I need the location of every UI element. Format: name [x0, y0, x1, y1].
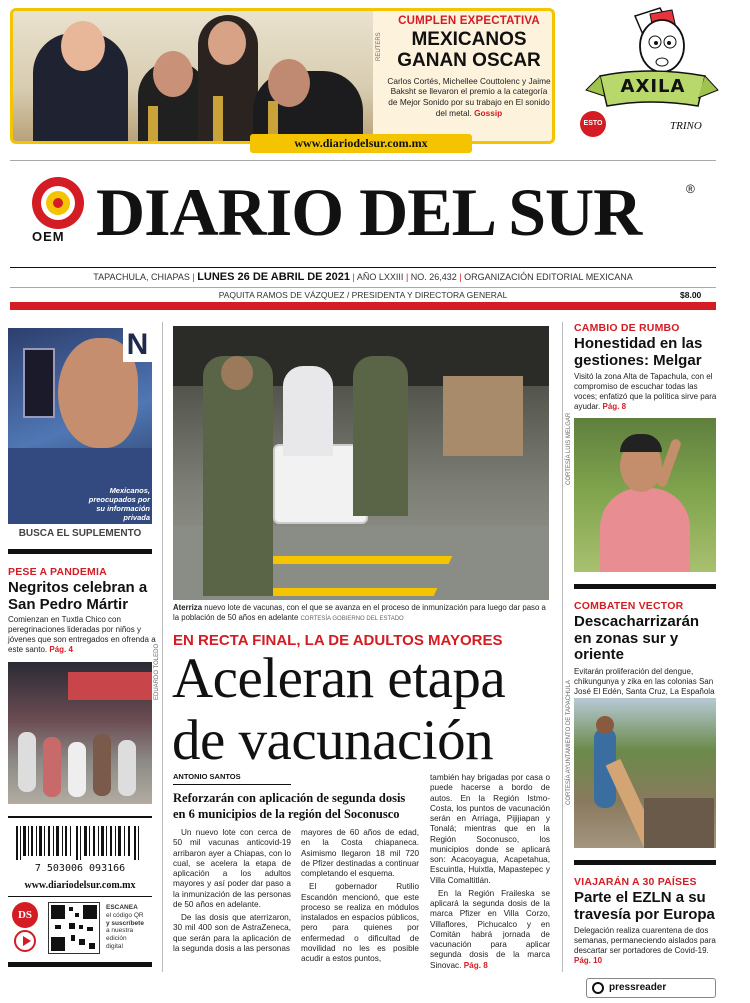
main-byline: ANTONIO SANTOS	[173, 772, 241, 781]
promo-body: Carlos Cortés, Michellee Couttolenc y Jaime Baksht se llevaron el premio a la categoría de Mejor Sonido por su trabajo en El sonido del metal. Gossip	[387, 75, 551, 118]
negritos-photo-credit: EDUARDO TOLEDO	[154, 643, 160, 700]
ds-logo: DS	[12, 902, 38, 928]
oem-logo-text: OEM	[32, 229, 65, 244]
promo-tag: Gossip	[474, 107, 503, 118]
right-story-2[interactable]	[574, 600, 718, 707]
dateline: TAPACHULA, CHIAPAS | LUNES 26 DE ABRIL DE 2021 | AÑO LXXIII | NO. 26,432 | ORGANIZACIÓN EDITORIAL MEXICANA	[93, 271, 633, 283]
pressreader-icon	[592, 982, 604, 994]
masthead-brand[interactable]	[96, 172, 696, 252]
main-photo-caption: Aterriza nuevo lote de vacunas, con el que se avanza en el proceso de inmunización para luego dar paso a la población de 50 años en adelante CORTESÍA GOBIERNO DEL ESTADO	[173, 603, 546, 622]
negritos-photo	[8, 662, 152, 804]
promo-headline-1: MEXICANOS	[411, 29, 527, 50]
left-rule-bottom	[8, 962, 152, 967]
oscar-winners-photo	[13, 11, 373, 141]
pressreader-badge[interactable]	[586, 978, 716, 998]
supplement-cover[interactable]	[8, 328, 152, 524]
masthead-rule-2	[10, 287, 716, 288]
promo-text-block	[385, 15, 553, 118]
left-story-1-kicker: PESE A PANDEMIA	[8, 566, 107, 578]
promo-url-bar[interactable]	[250, 134, 472, 153]
right-story-2-headline[interactable]: Descacharrizarán en zonas sur y oriente	[574, 613, 700, 663]
qr-code-icon	[49, 903, 99, 953]
dateline-date: LUNES 26 DE ABRIL DE 2021	[197, 271, 351, 283]
left-rule-1	[8, 549, 152, 554]
barcode-number: 7 503006 093166	[34, 863, 126, 874]
cleanup-photo-credit: CORTESÍA AYUNTAMIENTO DE TAPACHULA	[566, 680, 572, 805]
right-story-3-headline[interactable]: Parte el EZLN a su travesía por Europa	[574, 889, 715, 923]
main-col-1: Un nuevo lote con cerca de 50 mil vacunas anticovid-19 arribaron ayer a Chiapas, con lo cual, se acelera la etapa de aplicación a los adultos mayores y así poder dar paso a la inmunización de las personas de 50 años en adelante. De las dosis que aterrizaron, 30 mil 400 son de AstraZeneca, que serán para la aplicación de la segunda dosis a las personas	[173, 828, 291, 953]
barcode-icon	[10, 826, 150, 860]
col-divider-left	[162, 322, 163, 972]
col-divider-right	[562, 322, 563, 972]
main-headline-line-2[interactable]: de vacunación	[172, 709, 494, 772]
masthead-title[interactable]: DIARIO DEL SUR	[96, 174, 642, 250]
dateline-org: ORGANIZACIÓN EDITORIAL MEXICANA	[464, 272, 633, 282]
registered-mark: ®	[686, 182, 695, 196]
barcode	[10, 826, 150, 874]
supplement-letter: N	[123, 328, 152, 362]
pressreader-label: pressreader	[609, 982, 667, 993]
byline-rule	[173, 784, 291, 785]
left-story-1-headline[interactable]: Negritos celebran a San Pedro Mártir	[8, 579, 148, 613]
right-story-1[interactable]	[574, 322, 718, 412]
right-story-1-headline[interactable]: Honestidad en las gestiones: Melgar	[574, 335, 703, 369]
main-kicker: EN RECTA FINAL, LA DE ADULTOS MAYORES	[173, 632, 503, 649]
dateline-year: AÑO LXXIII	[356, 272, 404, 282]
comic-author: TRINO	[670, 120, 702, 132]
qr-instructions: ESCANEA el código QR y suscríbete a nuestra edición digital	[106, 904, 144, 950]
main-photo-credit: CORTESÍA GOBIERNO DEL ESTADO	[300, 615, 404, 622]
left-story-1-body: Comienzan en Tuxtla Chico con peregrinaciones lideradas por niños y jóvenes que son entregados en ofrenda a este santo. Pág. 4	[8, 615, 156, 654]
oem-logo	[30, 175, 90, 245]
dateline-number: NO. 26,432	[410, 272, 457, 282]
top-rule	[10, 160, 716, 161]
main-headline[interactable]	[172, 648, 557, 772]
supplement-label: BUSCA EL SUPLEMENTO	[18, 528, 142, 539]
vaccine-plane-photo	[173, 326, 549, 600]
masthead-rule-1	[10, 267, 716, 268]
top-promo[interactable]	[10, 8, 555, 144]
right-story-3-kicker: VIAJARÁN A 30 PAÍSES	[574, 876, 697, 888]
main-subhead: Reforzarán con aplicación de segunda dosis en 6 municipios de la región del Soconusco	[173, 791, 406, 822]
sun-logo-icon	[30, 175, 86, 231]
cleanup-photo	[574, 698, 716, 848]
play-icon[interactable]	[14, 930, 36, 952]
promo-photo-credit: REUTERS	[376, 32, 382, 61]
comic-badge: ESTO	[580, 111, 606, 137]
red-band	[10, 302, 716, 310]
melgar-photo-credit: CORTESÍA LUIS MELGAR	[566, 412, 572, 485]
melgar-photo	[574, 418, 716, 572]
right-rule-2	[574, 860, 716, 865]
comic-box[interactable]	[580, 6, 720, 146]
price: $8.00	[680, 290, 702, 300]
qr-code[interactable]	[48, 902, 100, 954]
director-line: PAQUITA RAMOS DE VÁZQUEZ / PRESIDENTA Y DIRECTORA GENERAL	[218, 290, 508, 300]
right-story-2-kicker: COMBATEN VECTOR	[574, 600, 684, 612]
left-rule-2	[8, 816, 152, 818]
main-col-2: mayores de 60 años de edad, en la Costa chiapaneca. Asimismo llegaron 18 mil 720 de Pfizer destinadas a continuar completando el esquema. El gobernador Rutilio Escandón mencionó, que este proceso se realiza en módulos instalados en espacios públicos, pero para quienes por enfermedad o dificultad de movilidad no les es posible acudir a estos puntos,	[301, 828, 419, 963]
right-story-1-body: Visitó la zona Alta de Tapachula, con el compromiso de escuchar todas las voces; enfatizó que la política sirve para ayudar. Pág. 8	[574, 372, 717, 411]
right-rule-1	[574, 584, 716, 589]
promo-kicker: CUMPLEN EXPECTATIVA	[398, 15, 540, 27]
left-story-1[interactable]	[8, 566, 156, 655]
right-story-3[interactable]	[574, 876, 718, 966]
left-rule-3	[8, 896, 152, 897]
right-story-3-body: Delegación realiza cuarentena de dos semanas, permaneciendo aislados para descartar ser portadores de Covid-19. Pág. 10	[574, 926, 716, 965]
right-story-1-kicker: CAMBIO DE RUMBO	[574, 322, 680, 334]
promo-headline-2: GANAN OSCAR	[397, 49, 541, 71]
main-col-3: también hay brigadas por casa o puede hacerse a bordo de autos. En la Región Istmo-Costa, los puntos de vacunación serán en Arriaga, Pijijiapan y Tonalá; mientras que en la Región Soconusco, los municipios donde se aplicará son: Acacoyagua, Acapetahua, Escuintla, Huixtla, Mapastepec y Villa Comaltitlán. En la Región Fraileska se aplicará la segunda dosis de la marca Pfizer en Villa Corzo, Villaflores, Pichucalco y en Comitán habrá jornada de vacunación para aplicar segunda dosis de la marca Sinovac. Pág. 8	[430, 773, 550, 970]
dateline-city: TAPACHULA, CHIAPAS	[93, 272, 190, 282]
main-page-ref: Pág. 8	[463, 960, 488, 970]
comic-title: AXILA	[620, 76, 686, 97]
left-url[interactable]: www.diariodelsur.com.mx	[24, 880, 136, 891]
right-story-2-body: Evitarán proliferación del dengue, chikungunya y zika en las colonias San José El Edén, Santa Cruz, La Española	[574, 666, 715, 696]
promo-url[interactable]: www.diariodelsur.com.mx	[294, 136, 428, 150]
main-headline-line-1[interactable]: Aceleran etapa	[172, 647, 506, 710]
supplement-caption: Mexicanos, preocupados por su información privada	[88, 486, 150, 522]
